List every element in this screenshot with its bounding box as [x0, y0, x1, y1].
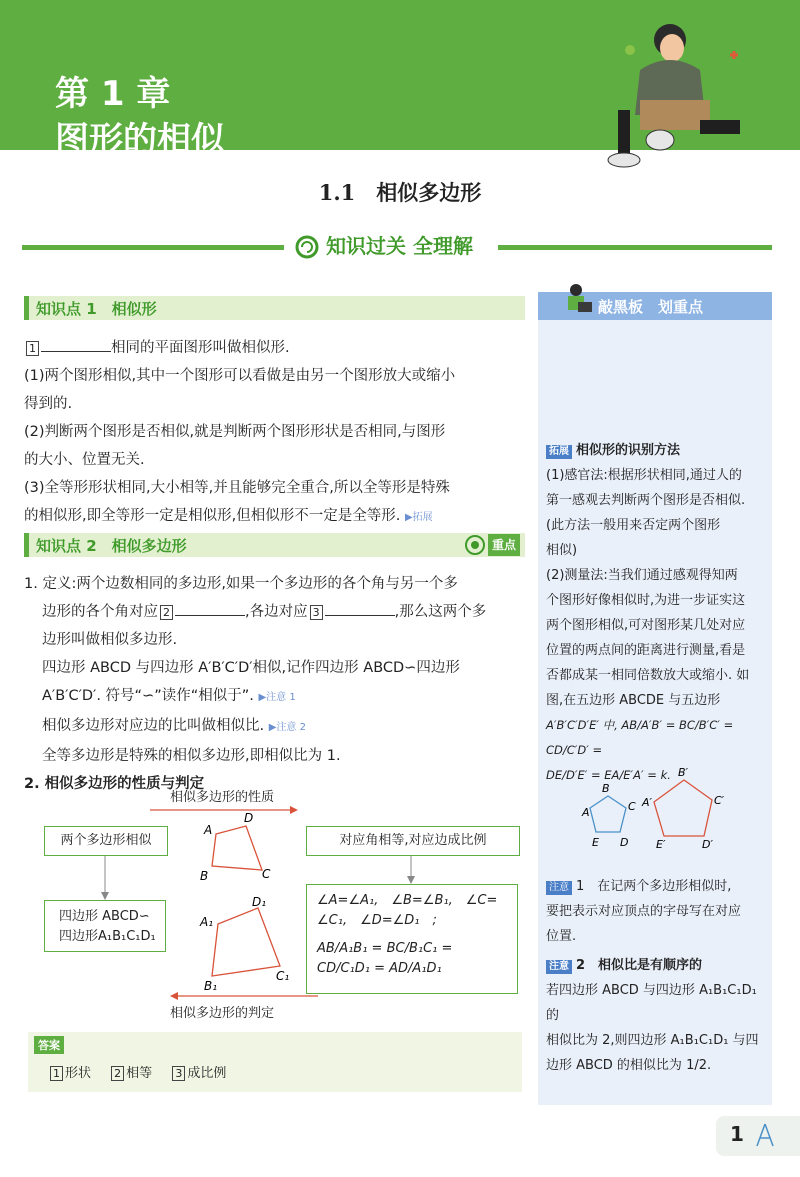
chapter-title: 图形的相似 [55, 120, 225, 160]
sidebar-title: 敲黑板 划重点 [598, 298, 704, 316]
sidebar-content: 拓展 相似形的识别方法 (1)感官法:根据形状相同,通过人的 第一感观去判断两个图形是否相似. (此方法一般用来否定两个图形 相似) (2)测量法:当我们通过感观得知两 个图形好像相似时,为进一步证实这 两个图形相似,可对图形某几处对应 位置的两点间的距离进行测量,看是 否都成某一相同倍数放大或缩小. 如 图,在五边形 ABCDE 与五边形 A′B′C′D′E′ 中, AB/A′B′ = BC/B′C′ = CD/C′D′ = DE/D′E′ = EA/E′A′ = k. [546, 438, 768, 788]
quad-abcd [212, 826, 262, 870]
label-a1: A₁ [200, 915, 214, 929]
banner-line-left [22, 245, 284, 250]
page-number: 1 [730, 1122, 744, 1146]
angle-conditions-2: ∠C₁, ∠D=∠D₁ ; [317, 913, 437, 928]
section-title: 1.1 相似多边形 [318, 180, 482, 205]
answers-list: 1 形状 2 相等 3 成比例 [48, 1062, 226, 1081]
svg-text:A′: A′ [642, 796, 653, 809]
left-box-similar: 两个多边形相似 [44, 826, 168, 856]
note2-tag[interactable]: ▶注意 2 [268, 722, 306, 733]
def-line-c: 边形叫做相似多边形. [42, 632, 178, 648]
kp1-p3b: 的相似形,即全等形一定是相似形,但相似形不一定是全等形. ▶拓展 [24, 508, 433, 524]
student-illustration [600, 10, 770, 170]
answers-label: 答案 [34, 1036, 64, 1054]
kp1-p3a: (3)全等形形状相同,大小相等,并且能够完全重合,所以全等形是特殊 [24, 480, 450, 496]
svg-text:D: D [620, 836, 629, 849]
diagram-bottom-label: 相似多边形的判定 [170, 1006, 275, 1021]
note-1-line-a: 注意 1 在记两个多边形相似时, [546, 874, 768, 899]
blank-number-3: 3 [310, 605, 323, 620]
sidebar-notes: 注意 1 在记两个多边形相似时, 要把表示对应顶点的字母写在对应 位置. 注意 2 相似比是有顺序的 若四边形 ABCD 与四边形 A₁B₁C₁D₁ 的 相似比为 2,则四边形 A₁B₁C₁D₁ 与四 边形 ABCD 的相似比为 1/2. [546, 874, 768, 1078]
example-line-1: 四边形 ABCD 与四边形 A′B′C′D′相似,记作四边形 ABCD∽四边形 [42, 660, 460, 676]
angle-conditions-1: ∠A=∠A₁, ∠B=∠B₁, ∠C= [317, 893, 498, 908]
target-icon [464, 534, 486, 556]
blank-number-1: 1 [26, 341, 39, 356]
banner-line-right [498, 245, 772, 250]
left-box-notation: 四边形 ABCD∽ 四边形A₁B₁C₁D₁ [44, 900, 166, 952]
label-d1: D₁ [252, 895, 267, 909]
expand-tag[interactable]: ▶拓展 [404, 512, 433, 523]
kp1-p1a: (1)两个图形相似,其中一个图形可以看做是由另一个图形放大或缩小 [24, 368, 456, 384]
note1-tag[interactable]: ▶注意 1 [258, 692, 296, 703]
blank-number-2: 2 [160, 605, 173, 620]
kp1-p2a: (2)判断两个图形是否相似,就是判断两个图形形状是否相同,与图形 [24, 424, 446, 440]
key-badge: 重点 [488, 534, 520, 556]
kp1-line1: 1 相同的平面图形叫做相似形. [24, 334, 524, 362]
kp1-p1b: 得到的. [24, 396, 73, 412]
label-b1: B₁ [204, 979, 218, 993]
kp1-label: 知识点 1 相似形 [36, 300, 157, 318]
pentagon-figures [580, 766, 760, 856]
kp2-body [24, 570, 524, 798]
blackboard-kid-icon [564, 282, 594, 318]
blank-3[interactable] [325, 601, 395, 616]
quad-a1b1c1d1 [212, 908, 280, 976]
svg-text:B′: B′ [678, 766, 689, 779]
svg-text:B: B [602, 782, 610, 795]
def-line-b: 边形的各个角对应 2 ,各边对应 3 ,那么这两个多 [24, 598, 524, 626]
example-line-4: 全等多边形是特殊的相似多边形,即相似比为 1. [42, 748, 341, 764]
right-box-conditions [306, 884, 518, 994]
diagram-top-label: 相似多边形的性质 [170, 790, 275, 805]
kp2-label: 知识点 2 相似多边形 [36, 537, 187, 555]
kp1-body [24, 334, 524, 532]
swirl-icon [294, 234, 320, 260]
compass-icon [752, 1122, 778, 1148]
blank-1[interactable] [41, 337, 111, 352]
example-line-3: 相似多边形对应边的比叫做相似比. ▶注意 2 [42, 718, 306, 734]
svg-text:C′: C′ [714, 794, 725, 807]
def-line-a: 1. 定义:两个边数相同的多边形,如果一个多边形的各个角与另一个多 [24, 576, 458, 592]
arrow-down [100, 856, 110, 900]
chapter-number: 第 1 章 [55, 74, 171, 114]
arrow-down-right [406, 856, 416, 884]
subheading-properties: 2. 相似多边形的性质与判定 [24, 776, 205, 792]
quadrilateral-figures [196, 808, 296, 1008]
banner-title: 知识过关 全理解 [326, 234, 473, 258]
svg-text:C: C [628, 800, 636, 813]
svg-text:D′: D′ [702, 838, 713, 851]
label-d: D [244, 811, 254, 825]
label-b: B [200, 869, 209, 883]
note-2-line-a: 注意 2 相似比是有顺序的 [546, 953, 768, 978]
blank-2[interactable] [175, 601, 245, 616]
svg-text:A: A [582, 806, 590, 819]
svg-text:E′: E′ [656, 838, 666, 851]
sidebar-topic-1: 拓展 相似形的识别方法 [546, 438, 768, 463]
label-a: A [204, 823, 213, 837]
example-line-2: A′B′C′D′. 符号“∽”读作“相似于”. ▶注意 1 [42, 688, 296, 704]
ratio-conditions: AB/A₁B₁ = BC/B₁C₁ = CD/C₁D₁ = AD/A₁D₁ [317, 941, 453, 976]
right-box-properties: 对应角相等,对应边成比例 [306, 826, 520, 856]
pentagon-abcde [590, 796, 626, 832]
arrow-left [170, 992, 320, 1000]
label-c1: C₁ [276, 969, 290, 983]
svg-text:E: E [592, 836, 599, 849]
pentagon-prime [654, 780, 712, 836]
label-c: C [262, 867, 271, 881]
kp1-p2b: 的大小、位置无关. [24, 452, 145, 468]
